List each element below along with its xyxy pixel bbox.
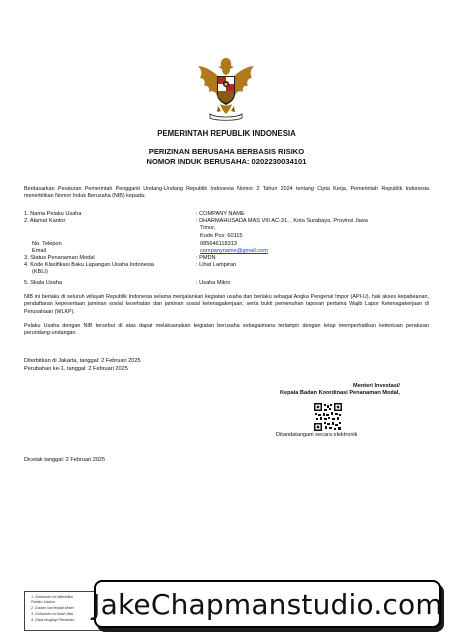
qr-code-icon — [314, 403, 342, 431]
email-link[interactable]: companyname@gmail.com — [200, 248, 268, 254]
amendment-date: Perubahan ke-1, tanggal: 2 Februari 2025 — [24, 366, 128, 372]
document-subtitle-nib: NOMOR INDUK BERUSAHA: 0202230034101 — [146, 157, 307, 166]
footnote-1-cont: Pelaku Usaha. — [31, 600, 56, 604]
business-actor-paragraph: Pelaku Usaha dengan NIB tersebut di atas dapat melaksanakan kegiatan berusaha sebagaimana terlampir dengan tetap memperhatikan ketentuan peraturan perundang-undangan. — [24, 323, 429, 337]
status-label: 3. Status Penanaman Modal — [24, 255, 95, 261]
footnote-1: 1. Dokumen ini diterbitka — [31, 595, 73, 599]
nama-label: 1. Nama Pelaku Usaha — [24, 211, 82, 217]
document-subtitle-permit: PERIZINAN BERUSAHA BERBASIS RISIKO — [148, 147, 305, 156]
printed-date: Dicetak tanggal: 2 Februari 2025 — [24, 457, 106, 463]
issued-date: Diterbitkan di Jakarta, tanggal: 2 Februari 2025 — [24, 358, 141, 364]
garuda-emblem-icon — [196, 56, 256, 122]
status-value: : PMDN — [196, 255, 216, 261]
document-title: PEMERINTAH REPUBLIK INDONESIA — [157, 129, 296, 138]
alamat-value-line-3: Kode Pos: 60115 — [200, 233, 243, 239]
footnote-4: 4. Data lengkap Perizinan — [31, 618, 75, 622]
intro-paragraph: Berdasarkan Peraturan Pemerintah Pengganti Undang-Undang Republik Indonesia Nomor 2 Tahun 2024 tentang Cipta Kerja, Pemerintah Republik Indonesia menerbitkan Nomor Induk Berusaha (NIB) kepada: — [24, 186, 429, 200]
signatory-title — [280, 383, 400, 397]
watermark-banner — [94, 580, 441, 628]
nama-value: : COMPANY NAME — [196, 211, 245, 217]
telepon-value: 085646118313 — [200, 241, 237, 247]
alamat-value-line-2: Timur, — [200, 225, 216, 231]
skala-label: 5. Skala Usaha — [24, 280, 62, 286]
footnote-2: 2. Dalam hal terjadi kekel — [31, 606, 74, 610]
watermark-text: JakeChapmanstudio.com — [92, 587, 443, 621]
alamat-value-line-1: : DHARMAHUSADA MAS VIII AC-31, , Kota Surabaya, Provinsi Jawa — [196, 218, 368, 224]
electronic-signature-note: Ditandatangani secara elektronik — [276, 432, 358, 438]
email-label: Email — [32, 248, 46, 254]
kbli-label: 4. Kode Klasifikasi Baku Lapangan Usaha Indonesia — [24, 262, 154, 268]
signatory-line-1: Menteri Investasi/ — [353, 383, 400, 389]
kbli-value: : Lihat Lampiran — [196, 262, 237, 268]
kbli-label-suffix: (KBLI) — [32, 269, 48, 275]
footnote-3: 3. Dokumen ini telah dita — [31, 612, 73, 616]
alamat-label: 2. Alamat Kantor — [24, 218, 66, 224]
signatory-line-2: Kepala Badan Koordinasi Penanaman Modal, — [280, 390, 400, 397]
telepon-label: No. Telepon — [32, 241, 62, 247]
nib-validity-paragraph: NIB ini berlaku di seluruh wilayah Republik Indonesia selama menjalankan kegiatan usaha dan berlaku sebagai Angka Pengenal Impor (API-U), hak akses kepabeanan, pendaftaran kepesertaan jaminan sosial kesehatan dan jaminan sosial ketenagakerjaan, serta bukti pemenuhan laporan pertama Wajib Lapor Ketenagakerjaan di Perusahaan (WLKP). — [24, 294, 429, 315]
skala-value: : Usaha Mikro — [196, 280, 231, 286]
